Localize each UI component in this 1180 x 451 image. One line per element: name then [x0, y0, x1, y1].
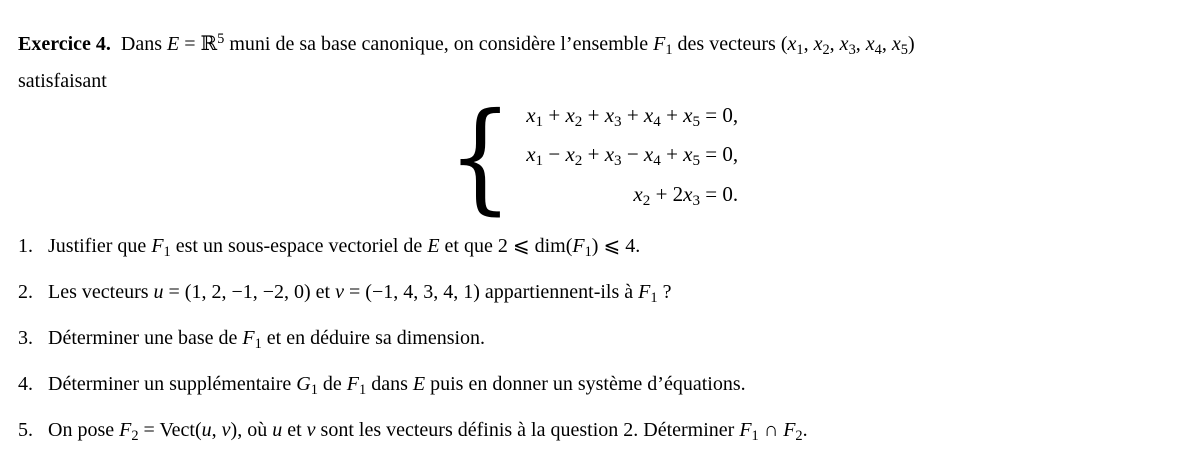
equation-row-1: $x_1 + x_2 + x_3 + x_4 + x_5 = 0$,	[526, 103, 739, 131]
question-item-2	[18, 277, 1162, 313]
question-number: 5.	[18, 419, 33, 441]
equation-row-3: $x_2 + 2x_3 = 0$.	[633, 181, 739, 209]
exercise-intro-text: Dans E = ℝ$^5$ muni de sa base canonique, on considère l’ensemble $F_1$ des vecteurs ($x_1$, $x_2$, $x_3$, $x_4$, $x_5$)	[120, 31, 915, 59]
question-text: On pose $F_2$ = Vect(u, v), où u et v sont les vecteurs définis à la question 2. Déterminer $F_1$ ∩ $F_2$.	[48, 419, 808, 445]
exercise-intro-continuation: satisfaisant	[18, 70, 107, 93]
exercise-intro-line	[18, 24, 1162, 66]
question-text: Justifier que $F_1$ est un sous-espace vectoriel de E et que 2 ⩽ $dim(F_1)$ ⩽ 4.	[48, 234, 641, 260]
question-item-4	[18, 369, 1162, 405]
system-left-brace: {	[447, 88, 513, 228]
question-item-3	[18, 323, 1162, 359]
question-list	[18, 231, 1162, 451]
question-item-5	[18, 415, 1162, 451]
question-item-1	[18, 231, 1162, 267]
equation-system	[442, 88, 739, 228]
equation-row-2: $x_1 - x_2 + x_3 - x_4 + x_5 = 0$,	[526, 142, 739, 170]
question-number: 1.	[18, 234, 33, 257]
question-number: 3.	[18, 326, 33, 349]
question-number: 2.	[18, 280, 33, 303]
question-text: Déterminer une base de $F_1$ et en déduire sa dimension.	[48, 326, 486, 352]
question-number: 4.	[18, 372, 33, 395]
question-text: Déterminer un supplémentaire $G_1$ de $F_1$ dans E puis en donner un système d’équations.	[48, 372, 746, 398]
exercise-label: Exercice 4.	[18, 33, 111, 56]
equation-rows	[526, 99, 738, 217]
question-text: Les vecteurs u = (1, 2, −1, −2, 0) et v = (−1, 4, 3, 4, 1) appartiennent-ils à $F_1$ ?	[48, 280, 672, 306]
